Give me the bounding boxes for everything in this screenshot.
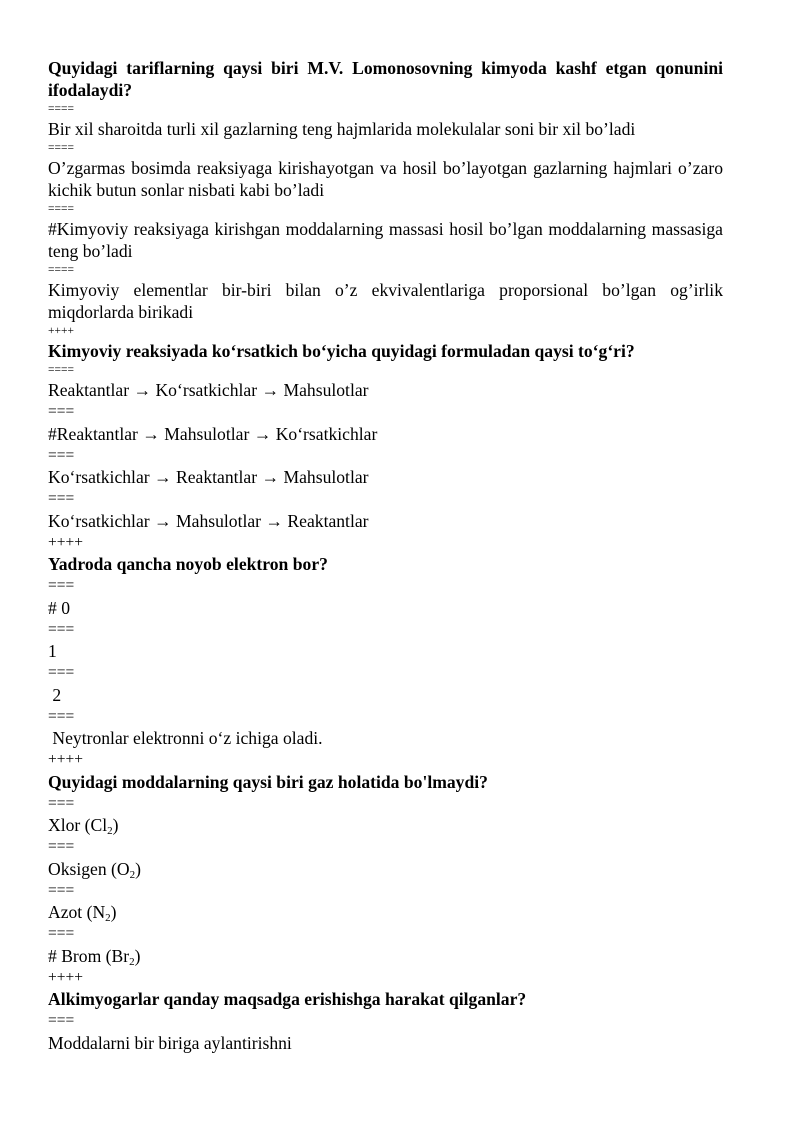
question-end-marker: ++++ xyxy=(48,751,83,768)
separator: === xyxy=(48,925,75,942)
separator: === xyxy=(48,838,75,855)
separator: === xyxy=(48,490,75,507)
formula-subscript: 2 xyxy=(129,955,135,968)
question-2: Kimyoviy reaksiyada ko‘rsatkich bo‘yicha quyidagi formuladan qaysi to‘g‘ri? xyxy=(48,341,635,361)
answer-1-2: O’zgarmas bosimda reaksiyaga kirishayotgan va hosil bo’layotgan gazlarning hajmlari o’zaro kichik butun sonlar nisbati kabi bo’ladi xyxy=(48,158,723,200)
separator: ==== xyxy=(48,264,74,276)
answer-4-1 xyxy=(48,814,723,836)
answer-5-1: Moddalarni bir biriga aylantirishni xyxy=(48,1032,292,1053)
answer-2-2: #Reaktantlar → Mahsulotlar → Ko‘rsatkichlar xyxy=(48,423,378,444)
separator: === xyxy=(48,794,75,812)
separator: === xyxy=(48,446,75,464)
separator: ==== xyxy=(48,364,74,376)
separator: === xyxy=(48,707,75,725)
question-end-marker: ++++ xyxy=(48,533,83,551)
formula-subscript: 2 xyxy=(129,868,136,881)
formula-text: Azot (N xyxy=(48,902,106,922)
answer-1-3: #Kimyoviy reaksiyaga kirishgan moddalarning massasi hosil bo’lgan moddalarning massasiga teng bo’ladi xyxy=(48,219,723,261)
separator: === xyxy=(48,881,75,899)
question-4: Quyidagi moddalarning qaysi biri gaz holatida bo'lmaydi? xyxy=(48,771,488,792)
formula-text: Oksigen (O xyxy=(48,858,130,879)
answer-1-4: Kimyoviy elementlar bir-biri bilan o’z ekvivalentlariga proporsional bo’lgan og’irlik miqdorlarda birikadi xyxy=(48,280,723,322)
question-5: Alkimyogarlar qanday maqsadga erishishga harakat qilganlar? xyxy=(48,989,527,1009)
question-end-marker: ++++ xyxy=(48,968,83,986)
question-end-marker: ++++ xyxy=(48,325,74,337)
formula-close: ) xyxy=(134,945,141,966)
answer-4-2 xyxy=(48,858,723,880)
formula-close: ) xyxy=(110,902,117,922)
answer-2-3: Ko‘rsatkichlar → Reaktantlar → Mahsulotlar xyxy=(48,467,369,487)
separator: === xyxy=(48,664,75,681)
answer-4-3 xyxy=(48,901,723,923)
formula-close: ) xyxy=(135,858,141,879)
separator: === xyxy=(48,620,75,638)
answer-2-1: Reaktantlar → Ko‘rsatkichlar → Mahsulotlar xyxy=(48,380,369,400)
formula-subscript: 2 xyxy=(107,825,113,837)
answer-3-3: 2 xyxy=(48,684,62,705)
answer-3-4: Neytronlar elektronni o‘z ichiga oladi. xyxy=(48,728,323,748)
formula-text: # Brom (Br xyxy=(48,945,130,966)
formula-subscript: 2 xyxy=(105,912,111,924)
separator: ==== xyxy=(48,103,74,115)
answer-1-1: Bir xil sharoitda turli xil gazlarning teng hajmlarida molekulalar soni bir xil bo’ladi xyxy=(48,119,636,139)
answer-3-2: 1 xyxy=(48,641,57,661)
formula-close: ) xyxy=(112,815,119,835)
formula-text: Xlor (Cl xyxy=(48,815,108,835)
answer-3-1: # 0 xyxy=(48,597,70,618)
separator: ==== xyxy=(48,142,74,154)
separator: === xyxy=(48,403,75,420)
answer-4-4 xyxy=(48,945,723,967)
separator: === xyxy=(48,1012,75,1029)
separator: === xyxy=(48,577,75,594)
answer-2-4: Ko‘rsatkichlar → Mahsulotlar → Reaktantlar xyxy=(48,510,369,531)
question-3: Yadroda qancha noyob elektron bor? xyxy=(48,554,328,574)
separator: ==== xyxy=(48,203,74,215)
question-1: Quyidagi tariflarning qaysi biri M.V. Lomonosovning kimyoda kashf etgan qonunini ifodalaydi? xyxy=(48,58,723,100)
